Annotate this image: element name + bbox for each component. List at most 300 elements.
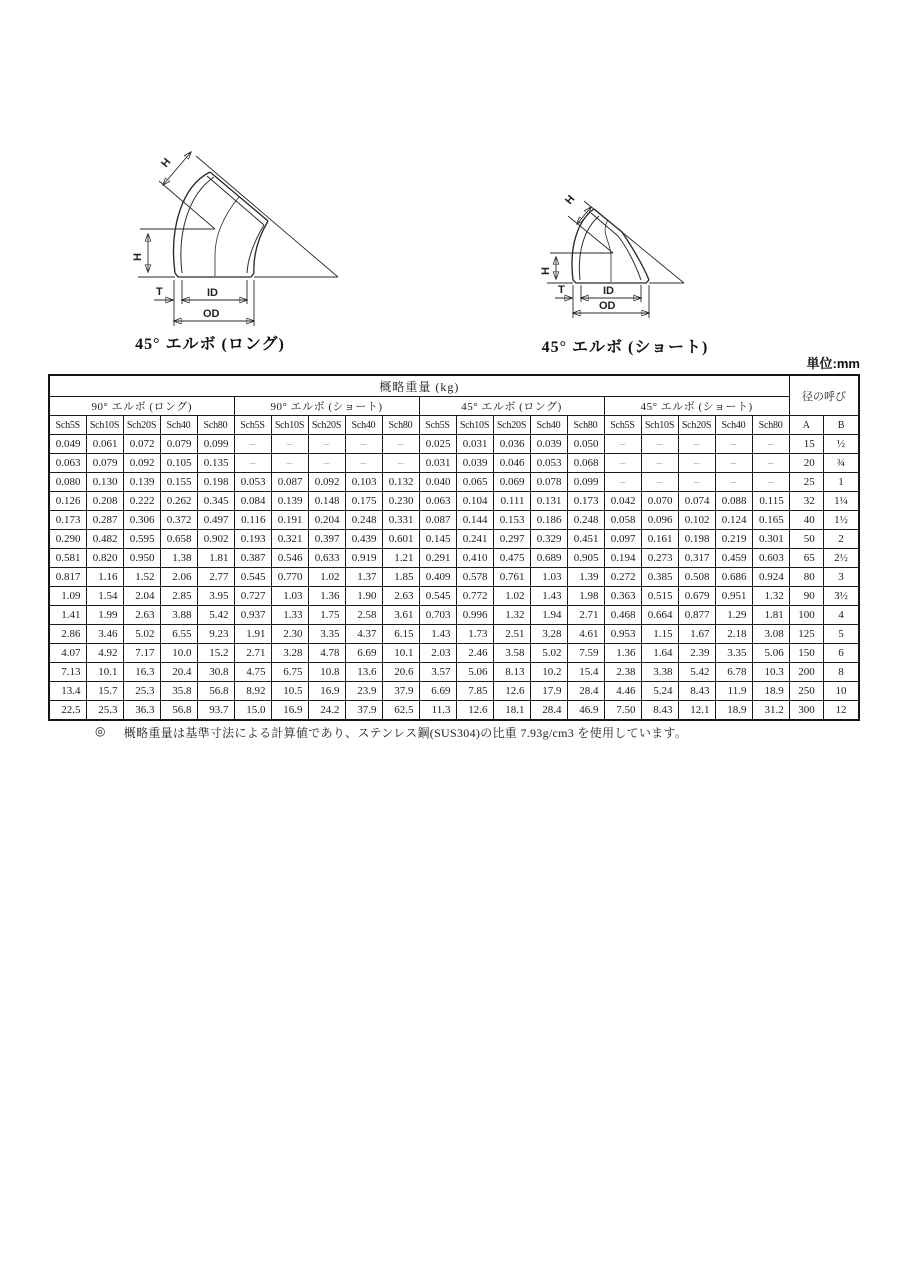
weight-cell: 0.241	[456, 530, 493, 549]
weight-cell: 0.068	[567, 454, 604, 473]
weight-cell: 18.9	[715, 701, 752, 721]
weight-cell: –	[382, 454, 419, 473]
weight-cell: 0.186	[530, 511, 567, 530]
weight-cell: 1.54	[86, 587, 123, 606]
elbow-long-caption: 45° エルボ (ロング)	[135, 336, 285, 353]
weight-cell: 46.9	[567, 701, 604, 721]
weight-cell: 0.078	[530, 473, 567, 492]
weight-cell: 0.902	[197, 530, 234, 549]
weight-cell: 0.321	[271, 530, 308, 549]
weight-cell: 2.63	[123, 606, 160, 625]
weight-cell: –	[641, 473, 678, 492]
weight-cell: 0.036	[493, 435, 530, 454]
weight-cell: 0.115	[752, 492, 789, 511]
weight-cell: 9.23	[197, 625, 234, 644]
weight-cell: 0.144	[456, 511, 493, 530]
weights-table	[48, 374, 860, 721]
weight-cell: 2.38	[604, 663, 641, 682]
weight-cell: 13.4	[49, 682, 86, 701]
weight-cell: 5.06	[456, 663, 493, 682]
weight-cell: 0.040	[419, 473, 456, 492]
weight-cell: 0.074	[678, 492, 715, 511]
weight-cell: 2.85	[160, 587, 197, 606]
weight-cell: 4.07	[49, 644, 86, 663]
sch-col-header: Sch40	[530, 416, 567, 435]
weight-cell: 0.084	[234, 492, 271, 511]
weight-cell: 0.301	[752, 530, 789, 549]
weight-cell: –	[234, 435, 271, 454]
weight-cell: 1.02	[308, 568, 345, 587]
weight-cell: 0.248	[567, 511, 604, 530]
weight-cell: 0.063	[49, 454, 86, 473]
weight-cell: 1.52	[123, 568, 160, 587]
weight-cell: 0.053	[234, 473, 271, 492]
col-a-header: A	[789, 416, 823, 435]
weight-cell: 0.996	[456, 606, 493, 625]
weight-cell: 0.951	[715, 587, 752, 606]
weight-cell: –	[308, 435, 345, 454]
weight-cell: 0.087	[419, 511, 456, 530]
weight-cell: –	[678, 454, 715, 473]
weight-cell: 0.105	[160, 454, 197, 473]
footnote-text: 概略重量は基準寸法による計算値であり、ステンレス鋼(SUS304)の比重 7.93g/cm3 を使用しています。	[123, 726, 688, 740]
size-b-cell: 6	[823, 644, 859, 663]
weight-cell: 1.67	[678, 625, 715, 644]
weight-cell: 0.363	[604, 587, 641, 606]
weight-cell: 0.087	[271, 473, 308, 492]
weight-cell: 0.155	[160, 473, 197, 492]
weight-cell: 15.2	[197, 644, 234, 663]
weight-cell: 62.5	[382, 701, 419, 721]
dim-label-id-long: ID	[207, 287, 218, 299]
table-row	[49, 454, 859, 473]
weight-cell: 3.95	[197, 587, 234, 606]
weight-cell: 0.049	[49, 435, 86, 454]
weight-cell: 0.069	[493, 473, 530, 492]
weight-cell: 0.953	[604, 625, 641, 644]
table-row	[49, 568, 859, 587]
weight-cell: 0.329	[530, 530, 567, 549]
weight-cell: 0.080	[49, 473, 86, 492]
size-a-cell: 65	[789, 549, 823, 568]
size-b-cell: 1	[823, 473, 859, 492]
weight-cell: 2.63	[382, 587, 419, 606]
weight-cell: 0.410	[456, 549, 493, 568]
weight-cell: 0.092	[123, 454, 160, 473]
table-row	[49, 511, 859, 530]
weight-cell: 0.820	[86, 549, 123, 568]
weight-cell: 0.130	[86, 473, 123, 492]
weight-cell: 1.75	[308, 606, 345, 625]
weight-cell: 0.385	[641, 568, 678, 587]
group-header-90-long: 90° エルボ (ロング)	[49, 397, 234, 416]
weight-cell: 5.24	[641, 682, 678, 701]
weight-cell: 1.32	[752, 587, 789, 606]
weight-cell: 8.92	[234, 682, 271, 701]
table-row	[49, 663, 859, 682]
weight-cell: 10.8	[308, 663, 345, 682]
weight-cell: 0.222	[123, 492, 160, 511]
group-header-45-short: 45° エルボ (ショート)	[604, 397, 789, 416]
weight-cell: –	[715, 454, 752, 473]
weight-cell: 2.71	[234, 644, 271, 663]
weight-cell: 0.515	[641, 587, 678, 606]
sch-col-header: Sch20S	[493, 416, 530, 435]
table-row	[49, 701, 859, 721]
weight-cell: 3.38	[641, 663, 678, 682]
weight-cell: 0.633	[308, 549, 345, 568]
weight-cell: 0.208	[86, 492, 123, 511]
weight-cell: 0.331	[382, 511, 419, 530]
size-b-cell: 4	[823, 606, 859, 625]
weight-cell: 0.053	[530, 454, 567, 473]
weight-cell: 2.06	[160, 568, 197, 587]
weight-cell: 0.165	[752, 511, 789, 530]
weight-cell: 5.06	[752, 644, 789, 663]
sch-col-header: Sch40	[160, 416, 197, 435]
weight-cell: 1.36	[308, 587, 345, 606]
weight-cell: 0.103	[345, 473, 382, 492]
dim-label-od-long: OD	[203, 308, 220, 320]
weight-cell: 0.397	[308, 530, 345, 549]
weight-cell: 0.817	[49, 568, 86, 587]
group-header-90-short: 90° エルボ (ショート)	[234, 397, 419, 416]
weight-cell: 4.37	[345, 625, 382, 644]
weight-cell: 10.1	[382, 644, 419, 663]
weight-cell: 6.75	[271, 663, 308, 682]
weight-cell: 4.46	[604, 682, 641, 701]
weight-cell: 0.092	[308, 473, 345, 492]
table-body	[49, 435, 859, 721]
weight-cell: 0.262	[160, 492, 197, 511]
sch-col-header: Sch80	[197, 416, 234, 435]
table-row	[49, 530, 859, 549]
weight-cell: 0.703	[419, 606, 456, 625]
weight-cell: 0.111	[493, 492, 530, 511]
table-title: 概略重量 (kg)	[49, 375, 789, 397]
weight-cell: 2.18	[715, 625, 752, 644]
weight-cell: 15.0	[234, 701, 271, 721]
weight-cell: 0.290	[49, 530, 86, 549]
weight-cell: 37.9	[382, 682, 419, 701]
weight-cell: 0.132	[382, 473, 419, 492]
weight-cell: 7.50	[604, 701, 641, 721]
weight-cell: 5.02	[123, 625, 160, 644]
weight-cell: 4.75	[234, 663, 271, 682]
size-a-cell: 200	[789, 663, 823, 682]
weight-cell: 1.39	[567, 568, 604, 587]
sch-col-header: Sch10S	[456, 416, 493, 435]
weight-cell: 1.81	[197, 549, 234, 568]
weight-cell: 1.15	[641, 625, 678, 644]
weight-cell: 0.297	[493, 530, 530, 549]
table-row	[49, 492, 859, 511]
weight-cell: 1.41	[49, 606, 86, 625]
sch-col-header: Sch40	[345, 416, 382, 435]
weight-cell: 0.919	[345, 549, 382, 568]
weight-cell: –	[678, 473, 715, 492]
weight-cell: 1.43	[530, 587, 567, 606]
weight-cell: 3.35	[308, 625, 345, 644]
weight-cell: 8.43	[678, 682, 715, 701]
weight-cell: 0.727	[234, 587, 271, 606]
weight-cell: 0.950	[123, 549, 160, 568]
weight-cell: 0.124	[715, 511, 752, 530]
weight-cell: 0.459	[715, 549, 752, 568]
weight-cell: 1.33	[271, 606, 308, 625]
table-row	[49, 435, 859, 454]
weight-cell: 1.91	[234, 625, 271, 644]
size-a-cell: 90	[789, 587, 823, 606]
weight-cell: 2.77	[197, 568, 234, 587]
weight-cell: 10.2	[530, 663, 567, 682]
table-row	[49, 473, 859, 492]
weight-cell: 35.8	[160, 682, 197, 701]
size-a-cell: 250	[789, 682, 823, 701]
sch-col-header: Sch80	[567, 416, 604, 435]
table-row	[49, 644, 859, 663]
weight-cell: 6.69	[419, 682, 456, 701]
weight-cell: 1.38	[160, 549, 197, 568]
weight-cell: 7.17	[123, 644, 160, 663]
weight-cell: 24.2	[308, 701, 345, 721]
size-b-cell: 2½	[823, 549, 859, 568]
footnote	[95, 724, 687, 741]
weight-cell: 1.81	[752, 606, 789, 625]
dim-label-od-short: OD	[599, 300, 616, 312]
weight-cell: 0.439	[345, 530, 382, 549]
weight-cell: 0.061	[86, 435, 123, 454]
weight-cell: 0.230	[382, 492, 419, 511]
weight-cell: 11.3	[419, 701, 456, 721]
table-title-row	[49, 375, 859, 397]
weight-cell: 0.104	[456, 492, 493, 511]
group-header-row	[49, 397, 859, 416]
size-a-cell: 150	[789, 644, 823, 663]
weight-cell: –	[715, 435, 752, 454]
weight-cell: 0.306	[123, 511, 160, 530]
weight-cell: 0.065	[456, 473, 493, 492]
weight-cell: 0.482	[86, 530, 123, 549]
weight-cell: 0.345	[197, 492, 234, 511]
weight-cell: 0.198	[197, 473, 234, 492]
weight-cell: 3.08	[752, 625, 789, 644]
size-designation-header: 径の呼び	[789, 375, 859, 416]
table-row	[49, 606, 859, 625]
size-b-cell: 1¼	[823, 492, 859, 511]
size-a-cell: 50	[789, 530, 823, 549]
weight-cell: 0.194	[604, 549, 641, 568]
weight-cell: 15.4	[567, 663, 604, 682]
sch-col-header: Sch40	[715, 416, 752, 435]
weight-cell: 6.78	[715, 663, 752, 682]
table-row	[49, 587, 859, 606]
weight-cell: 6.69	[345, 644, 382, 663]
weight-cell: 0.508	[678, 568, 715, 587]
weight-cell: 0.099	[567, 473, 604, 492]
weight-cell: 0.097	[604, 530, 641, 549]
sch-col-header: Sch10S	[86, 416, 123, 435]
sch-header-row	[49, 416, 859, 435]
table-row	[49, 682, 859, 701]
weight-cell: 0.689	[530, 549, 567, 568]
weight-cell: 0.475	[493, 549, 530, 568]
weight-cell: 23.9	[345, 682, 382, 701]
weight-cell: 0.545	[419, 587, 456, 606]
weight-cell: 0.116	[234, 511, 271, 530]
size-a-cell: 40	[789, 511, 823, 530]
size-b-cell: 2	[823, 530, 859, 549]
weight-cell: 2.71	[567, 606, 604, 625]
weight-cell: 0.546	[271, 549, 308, 568]
weight-cell: 0.161	[641, 530, 678, 549]
size-a-cell: 80	[789, 568, 823, 587]
unit-label: 単位:mm	[806, 356, 860, 371]
weight-cell: 0.497	[197, 511, 234, 530]
size-b-cell: 12	[823, 701, 859, 721]
weight-cell: 1.90	[345, 587, 382, 606]
weight-cell: 3.35	[715, 644, 752, 663]
weight-cell: 10.1	[86, 663, 123, 682]
weight-cell: 12.1	[678, 701, 715, 721]
weight-cell: –	[678, 435, 715, 454]
weight-cell: 0.219	[715, 530, 752, 549]
elbow-short-drawing	[520, 175, 760, 360]
size-b-cell: 5	[823, 625, 859, 644]
weight-cell: 0.287	[86, 511, 123, 530]
weight-cell: 0.877	[678, 606, 715, 625]
weight-cell: 1.32	[493, 606, 530, 625]
weight-cell: –	[604, 473, 641, 492]
weight-cell: –	[752, 454, 789, 473]
dim-label-t-short: T	[558, 284, 565, 296]
weight-cell: 0.601	[382, 530, 419, 549]
weight-cell: 2.86	[49, 625, 86, 644]
weight-cell: 12.6	[456, 701, 493, 721]
weight-cell: 2.51	[493, 625, 530, 644]
weight-cell: 15.7	[86, 682, 123, 701]
weight-cell: 0.658	[160, 530, 197, 549]
weight-cell: 0.770	[271, 568, 308, 587]
weight-cell: 1.02	[493, 587, 530, 606]
weight-cell: 0.148	[308, 492, 345, 511]
weight-cell: 0.686	[715, 568, 752, 587]
size-b-cell: ¾	[823, 454, 859, 473]
weight-cell: 0.248	[345, 511, 382, 530]
weight-cell: 1.98	[567, 587, 604, 606]
weight-cell: 0.070	[641, 492, 678, 511]
weight-cell: 0.126	[49, 492, 86, 511]
weight-cell: 0.031	[456, 435, 493, 454]
weight-cell: 1.16	[86, 568, 123, 587]
weight-cell: 4.61	[567, 625, 604, 644]
weight-cell: 0.191	[271, 511, 308, 530]
weight-cell: –	[382, 435, 419, 454]
weight-cell: 0.088	[715, 492, 752, 511]
weight-cell: 16.9	[271, 701, 308, 721]
weight-cell: 16.9	[308, 682, 345, 701]
weight-cell: 22.5	[49, 701, 86, 721]
weight-cell: 56.8	[160, 701, 197, 721]
weight-cell: 2.04	[123, 587, 160, 606]
table-row	[49, 549, 859, 568]
weight-cell: 0.063	[419, 492, 456, 511]
size-a-cell: 20	[789, 454, 823, 473]
weight-cell: 1.94	[530, 606, 567, 625]
weight-cell: –	[641, 435, 678, 454]
weight-cell: –	[604, 435, 641, 454]
weight-cell: 28.4	[530, 701, 567, 721]
weight-cell: 4.92	[86, 644, 123, 663]
weight-cell: 0.545	[234, 568, 271, 587]
weight-cell: 3.28	[271, 644, 308, 663]
weight-cell: 0.387	[234, 549, 271, 568]
weight-cell: 0.204	[308, 511, 345, 530]
weight-cell: 31.2	[752, 701, 789, 721]
weight-cell: 25.3	[86, 701, 123, 721]
size-a-cell: 100	[789, 606, 823, 625]
weight-cell: 2.39	[678, 644, 715, 663]
group-header-45-long: 45° エルボ (ロング)	[419, 397, 604, 416]
weight-cell: 0.058	[604, 511, 641, 530]
weight-cell: 0.173	[567, 492, 604, 511]
elbow-short-caption: 45° エルボ (ショート)	[541, 339, 709, 356]
weight-cell: 0.451	[567, 530, 604, 549]
elbow-long-diagram	[108, 140, 388, 360]
weight-cell: 36.3	[123, 701, 160, 721]
weight-cell: –	[752, 435, 789, 454]
weight-cell: 16.3	[123, 663, 160, 682]
size-b-cell: 3	[823, 568, 859, 587]
weight-cell: 8.13	[493, 663, 530, 682]
weight-cell: 10.5	[271, 682, 308, 701]
weight-cell: –	[752, 473, 789, 492]
weight-cell: 0.072	[123, 435, 160, 454]
weight-cell: 0.468	[604, 606, 641, 625]
weight-cell: 0.317	[678, 549, 715, 568]
weight-cell: 1.64	[641, 644, 678, 663]
weight-cell: 0.153	[493, 511, 530, 530]
weight-cell: 0.273	[641, 549, 678, 568]
footnote-marker-icon: ◎	[95, 724, 106, 738]
weight-cell: 2.58	[345, 606, 382, 625]
weight-cell: 18.9	[752, 682, 789, 701]
sch-col-header: Sch80	[382, 416, 419, 435]
size-b-cell: 8	[823, 663, 859, 682]
weight-cell: 18.1	[493, 701, 530, 721]
size-b-cell: 10	[823, 682, 859, 701]
weight-cell: 0.175	[345, 492, 382, 511]
weight-cell: 0.096	[641, 511, 678, 530]
weight-cell: 7.13	[49, 663, 86, 682]
weight-cell: 1.03	[530, 568, 567, 587]
weight-cell: –	[345, 454, 382, 473]
weight-cell: 1.43	[419, 625, 456, 644]
weight-cell: 1.99	[86, 606, 123, 625]
sch-col-header: Sch20S	[308, 416, 345, 435]
weight-cell: 12.6	[493, 682, 530, 701]
weight-cell: 1.37	[345, 568, 382, 587]
weight-cell: 0.139	[123, 473, 160, 492]
sch-col-header: Sch10S	[271, 416, 308, 435]
weight-cell: 1.73	[456, 625, 493, 644]
weight-cell: 0.139	[271, 492, 308, 511]
weight-cell: 0.025	[419, 435, 456, 454]
weight-cell: 25.3	[123, 682, 160, 701]
sch-col-header: Sch5S	[419, 416, 456, 435]
weight-cell: 7.59	[567, 644, 604, 663]
weight-cell: 1.36	[604, 644, 641, 663]
